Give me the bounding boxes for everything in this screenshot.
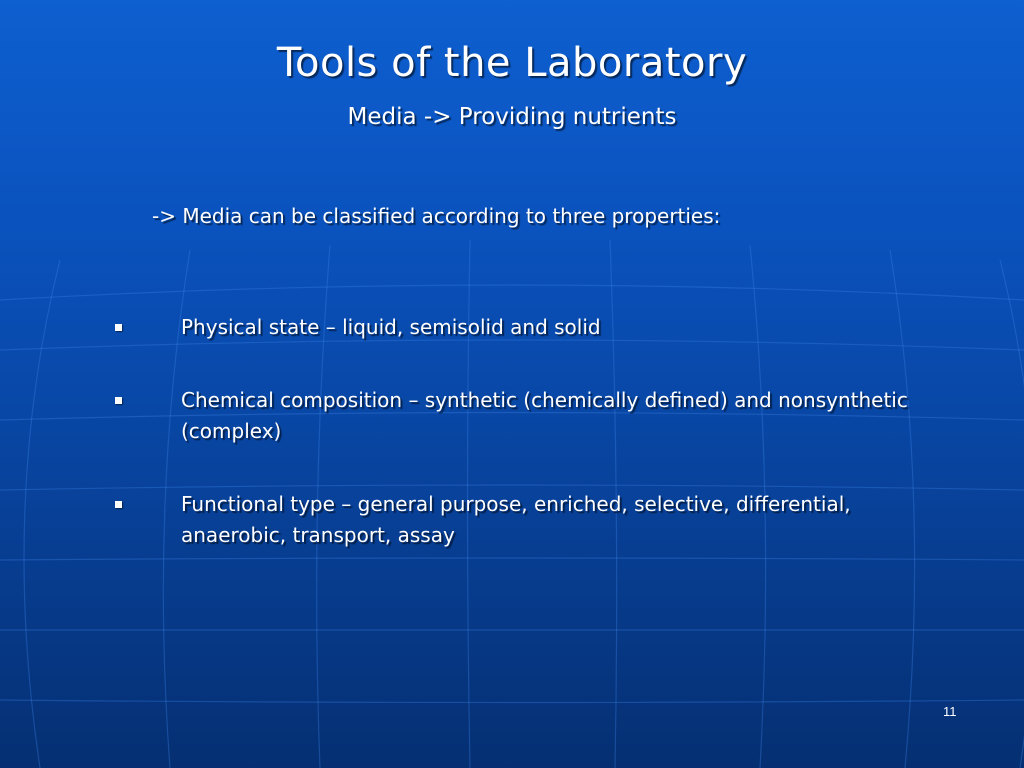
- bullet-text: Chemical composition – synthetic (chemically defined) and nonsynthetic (complex): [181, 388, 908, 443]
- square-bullet-icon: [115, 397, 122, 404]
- slide-subtitle: Media -> Providing nutrients: [347, 104, 677, 130]
- bullet-item: [112, 312, 912, 343]
- square-bullet-icon: [115, 324, 122, 331]
- bullet-item: [112, 489, 912, 551]
- bullet-list: [112, 312, 912, 593]
- square-bullet-icon: [115, 501, 122, 508]
- bullet-item: [112, 385, 912, 447]
- page-number: 11: [943, 704, 957, 719]
- bullet-text: Physical state – liquid, semisolid and solid: [181, 315, 601, 339]
- slide-title: Tools of the Laboratory: [276, 40, 748, 86]
- bullet-text: Functional type – general purpose, enriched, selective, differential, anaerobic, transport, assay: [181, 492, 851, 547]
- intro-text: -> Media can be classified according to three properties:: [152, 204, 721, 228]
